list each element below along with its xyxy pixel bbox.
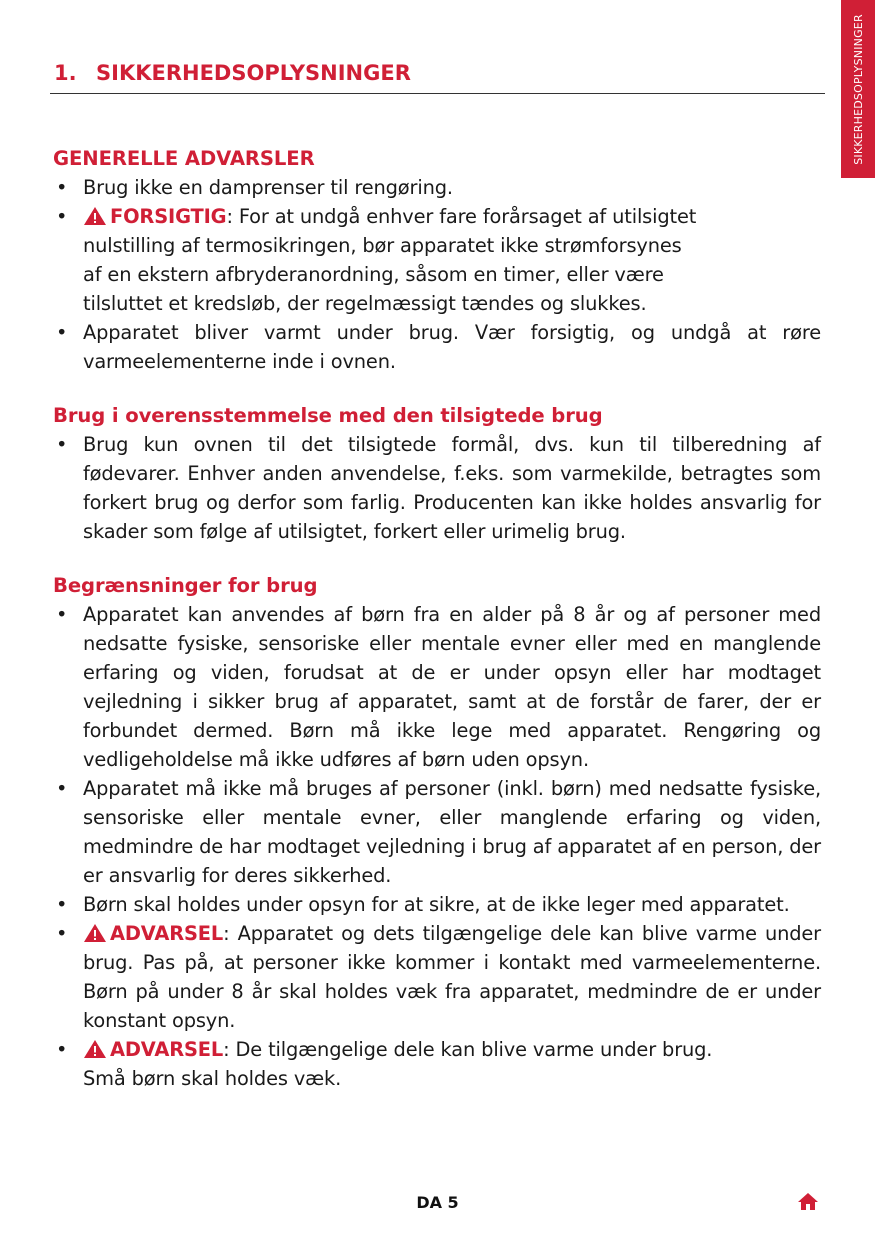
section-general-warnings <box>53 144 821 376</box>
list-item <box>53 430 821 546</box>
list-item <box>53 774 821 890</box>
list-item-text: af en ekstern afbryderanordning, såsom en timer, eller være <box>83 263 664 286</box>
home-icon[interactable] <box>797 1192 819 1211</box>
section-heading: Brug i overensstemmelse med den tilsigtede brug <box>53 404 603 427</box>
chapter-number: 1. <box>54 61 77 85</box>
section-intended-use <box>53 401 821 546</box>
list-item-text: Børn skal holdes under opsyn for at sikre, at de ikke leger med apparatet. <box>83 893 790 916</box>
list-item-text: : De tilgængelige dele kan blive varme under brug. <box>223 1038 713 1061</box>
warning-icon <box>83 1039 107 1059</box>
chapter-title: SIKKERHEDSOPLYSNINGER <box>96 61 411 85</box>
list-item-text: Brug kun ovnen til det tilsigtede formål, dvs. kun til tilberedning af fødevarer. Enhver anden anvendelse, f.eks. som varmekilde, betragtes som forkert brug og derfor som farlig. Producenten kan ikke holdes ansvarlig for skader som følge af utilsigtet, forkert eller urimelig brug. <box>83 433 821 543</box>
bullet-list <box>53 600 821 1093</box>
warning-label: FORSIGTIG <box>110 205 227 228</box>
warning-icon <box>83 923 107 943</box>
side-tab-label: SIKKERHEDSOPLYSNINGER <box>851 13 865 165</box>
list-item-text: Brug ikke en damprenser til rengøring. <box>83 176 453 199</box>
content <box>53 144 821 1118</box>
list-item <box>53 600 821 774</box>
list-item-text: tilsluttet et kredsløb, der regelmæssigt tændes og slukkes. <box>83 292 647 315</box>
warning-line <box>83 202 821 231</box>
list-item <box>53 318 821 376</box>
list-item-text: nulstilling af termosikringen, bør apparatet ikke strømforsynes <box>83 234 682 257</box>
list-item <box>53 919 821 1035</box>
page-number: DA 5 <box>416 1193 459 1212</box>
section-usage-limits <box>53 571 821 1093</box>
list-item-text: Små børn skal holdes væk. <box>83 1067 342 1090</box>
side-tab[interactable] <box>841 0 875 178</box>
list-item-text: Apparatet må ikke må bruges af personer (inkl. børn) med nedsatte fysiske, sensoriske eller mentale evner, eller manglende erfaring og viden, medmindre de har modtaget vejledning i brug af apparatet af en person, der er ansvarlig for deres sikkerhed. <box>83 777 821 887</box>
warning-label: ADVARSEL <box>110 1038 224 1061</box>
list-item <box>53 890 821 919</box>
list-item <box>53 202 821 318</box>
bullet-list <box>53 430 821 546</box>
list-item-text: : For at undgå enhver fare forårsaget af utilsigtet <box>226 205 697 228</box>
list-item <box>53 173 821 202</box>
warning-label: ADVARSEL <box>110 922 224 945</box>
warning-line <box>83 1035 821 1064</box>
section-heading: Begrænsninger for brug <box>53 574 318 597</box>
chapter-heading <box>50 60 825 94</box>
section-heading: GENERELLE ADVARSLER <box>53 147 315 170</box>
list-item <box>53 1035 821 1093</box>
list-item-text: Apparatet kan anvendes af børn fra en alder på 8 år og af personer med nedsatte fysiske, sensoriske eller mentale evner eller med en manglende erfaring og viden, forudsat at de er under opsyn eller har modtaget vejledning i sikker brug af apparatet, samt at de forstår de farer, der er forbundet dermed. Børn må ikke lege med apparatet. Rengøring og vedligeholdelse må ikke udføres af børn uden opsyn. <box>83 603 821 771</box>
list-item-text: : Apparatet og dets tilgængelige dele kan blive varme under brug. Pas på, at personer ikke kommer i kontakt med varmeelementerne. Børn på under 8 år skal holdes væk fra apparatet, medmindre de er under konstant opsyn. <box>83 922 821 1032</box>
list-item-text: Apparatet bliver varmt under brug. Vær forsigtig, og undgå at røre varmeelementerne inde i ovnen. <box>83 321 821 373</box>
warning-icon <box>83 206 107 226</box>
bullet-list <box>53 173 821 376</box>
